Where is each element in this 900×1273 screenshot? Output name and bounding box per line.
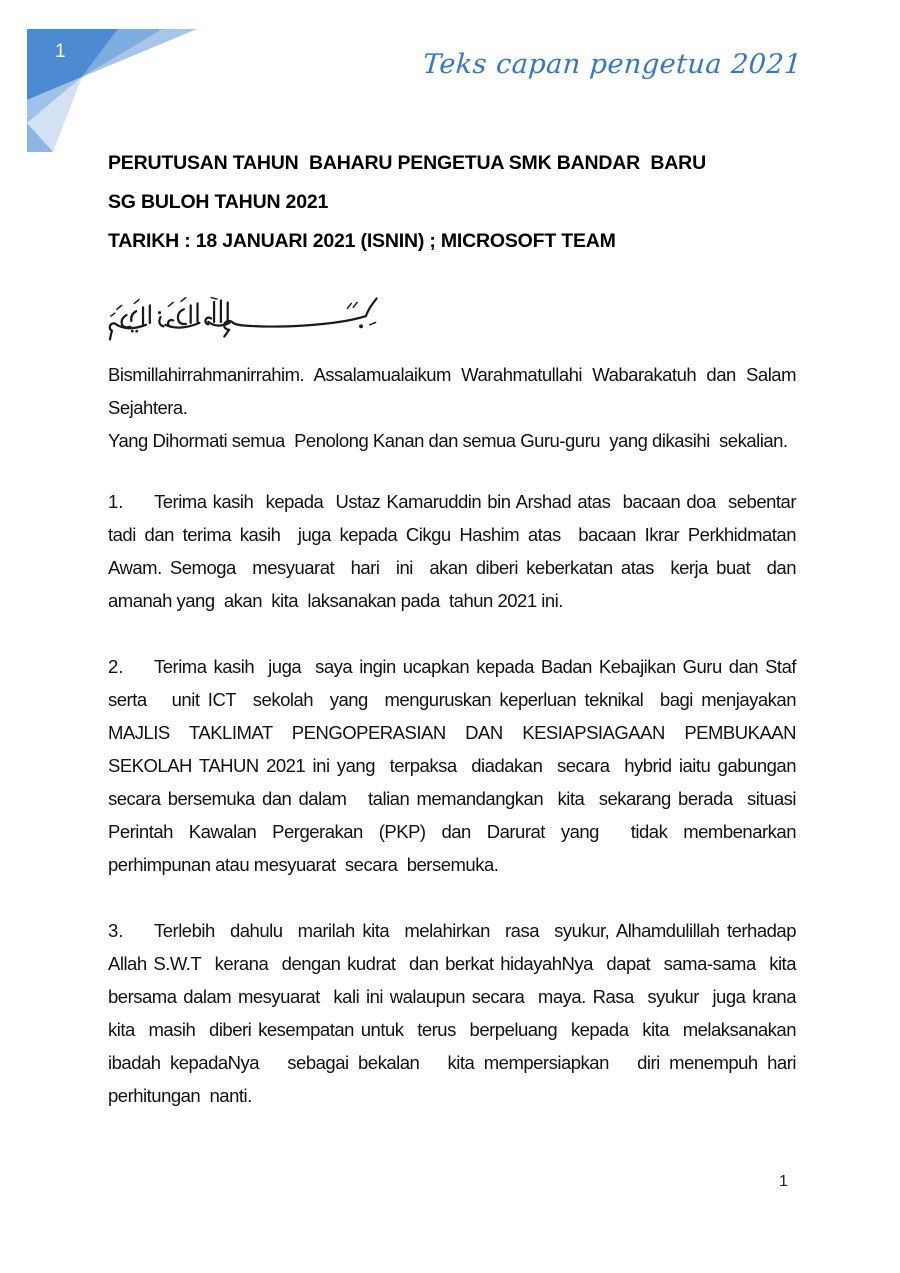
calligraphy-dot (359, 324, 363, 328)
calligraphy-stroke (214, 301, 228, 322)
paragraph-1 (108, 485, 796, 617)
paragraph-3 (108, 914, 796, 1112)
corner-triangle-decoration (27, 29, 197, 152)
calligraphy-stroke (191, 303, 198, 322)
paragraph-2-text: Terima kasih juga saya ingin ucapkan kepada Badan Kebajikan Guru dan Staf serta unit ICT sekolah yang menguruskan keperluan teknikal bagi menjayakan MAJLIS TAKLIMAT PENGOPERASIAN DAN KESIAPSIAGAAN PEMBUKAAN SEKOLAH TAHUN 2021 ini yang terpaksa diadakan secara hybrid iaitu gabungan secara bersemuka dan dalam talian memandangkan kita sekarang berada situasi Perintah Kawalan Pergerakan (PKP) dan Darurat yang tidak membenarkan perhimpunan atau mesyuarat secara bersemuka. (108, 656, 796, 875)
calligraphy-stroke (122, 315, 131, 327)
calligraphy-mark (211, 298, 217, 299)
corner-number-label: 1 (55, 41, 66, 62)
paragraph-3-text: Terlebih dahulu marilah kita melahirkan rasa syukur, Alhamdulillah terhadap Allah S.W.T kerana dengan kudrat dan berkat hidayahNya dapat sama-sama kita bersama dalam mesyuarat kali ini walaupun secara maya. Rasa syukur juga krana kita masih diberi kesempatan untuk terus berpeluang kepada kita melaksanakan ibadah kepadaNya sebagai bekalan kita mempersiapkan diri menempuh hari perhitungan nanti. (108, 920, 796, 1106)
page-number: 1 (779, 1173, 788, 1190)
paragraph-1-text: Terima kasih kepada Ustaz Kamaruddin bin Arshad atas bacaan doa sebentar tadi dan terima kasih juga kepada Cikgu Hashim atas bacaan Ikrar Perkhidmatan Awam. Semoga mesyuarat hari ini akan diberi keberkatan atas kerja buat dan amanah yang akan kita laksanakan pada tahun 2021 ini. (108, 491, 796, 611)
calligraphy-dot (135, 330, 138, 333)
calligraphy-stroke (178, 309, 186, 324)
paragraph-3-number: 3. (108, 920, 124, 941)
paragraph-opening: Bismillahirrahmanirrahim. Assalamualaikum Warahmatullahi Wabarakatuh dan Salam Sejahtera. (108, 364, 796, 418)
calligraphy-mark (168, 298, 186, 307)
title-line-2: SG BULOH TAHUN 2021 (108, 191, 329, 213)
document-body (108, 358, 796, 1112)
calligraphy-stroke (366, 299, 377, 317)
calligraphy-stroke (143, 305, 150, 323)
paragraph-salutation: Yang Dihormati semua Penolong Kanan dan semua Guru-guru yang dikasihi sekalian. (108, 430, 788, 451)
paragraph-2 (108, 650, 796, 881)
document-title (108, 144, 798, 261)
header-script-text: Teks capan pengetua 2021 (422, 49, 804, 80)
calligraphy-stroke (131, 311, 136, 321)
paragraph-2-number: 2. (108, 656, 124, 677)
calligraphy-dot (158, 311, 161, 314)
title-line-3: TARIKH : 18 JANUARI 2021 (ISNIN) ; MICROSOFT TEAM (108, 230, 616, 252)
calligraphy-stroke (110, 323, 117, 339)
calligraphy-mark (347, 302, 357, 308)
paragraph-1-number: 1. (108, 491, 124, 512)
calligraphy-mark (370, 322, 376, 324)
calligraphy-mark (111, 300, 139, 317)
calligraphy-stroke (233, 316, 366, 326)
calligraphy-dot (131, 330, 134, 333)
bismillah-calligraphy-icon (107, 295, 399, 343)
title-line-1: PERUTUSAN TAHUN BAHARU PENGETUA SMK BANDAR BARU (108, 152, 706, 174)
calligraphy-stroke (159, 317, 163, 326)
